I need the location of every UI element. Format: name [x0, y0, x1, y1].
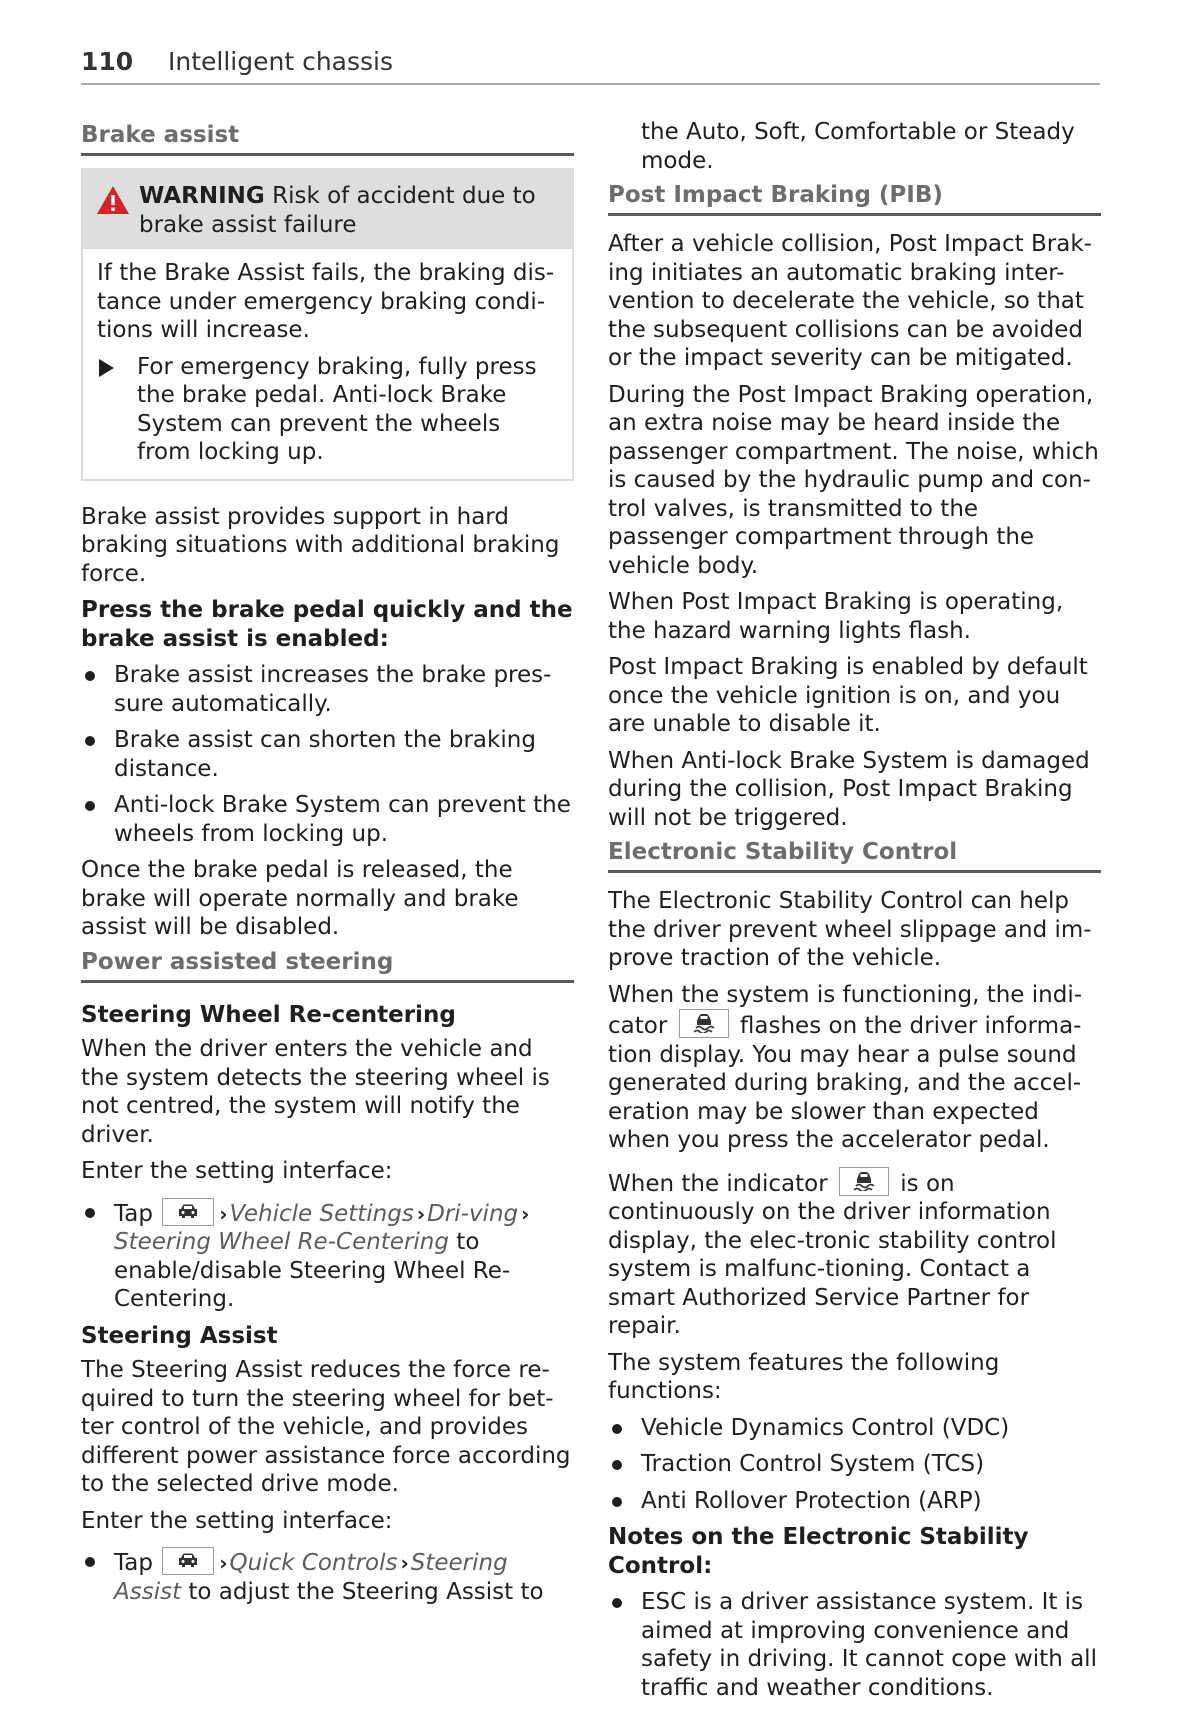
bullet-icon: [85, 1557, 95, 1567]
chevron-right-icon: ›: [219, 1201, 228, 1226]
esc-notes-list: [608, 1588, 1101, 1702]
bullet-icon: [85, 736, 95, 746]
bullet-icon: [85, 801, 95, 811]
warning-body: [83, 249, 572, 479]
car-icon: [162, 1547, 214, 1575]
steering-assist-body: The Steering Assist reduces the force re-quired to turn the steering wheel for bet-ter control of the vehicle, and provides different power assistance force according to the selected drive mode.: [81, 1357, 571, 1497]
bullet-icon: [85, 671, 95, 681]
esc-features-list: [608, 1414, 1101, 1516]
section-title-pib: Post Impact Braking (PIB): [608, 181, 1101, 216]
left-column: [81, 121, 574, 1614]
pib-paragraph: When Post Impact Braking is operating, the hazard warning lights flash.: [608, 589, 1064, 644]
brake-assist-list: [81, 661, 574, 848]
esc-malfunction: When the indicator is on continuously on the driver information display, the elec-tronic stability control system is malfunc-tioning. Contact a smart Authorized Service Partner for repair.: [608, 1167, 1101, 1341]
list-item: Tap ›Quick Controls ›Steering Assist to adjust the Steering Assist to: [81, 1547, 574, 1606]
chevron-right-icon: ›: [400, 1551, 409, 1575]
chevron-right-icon: ›: [219, 1551, 228, 1575]
warning-triangle-icon: [95, 184, 131, 216]
right-column: [608, 118, 1101, 1710]
list-item: ESC is a driver assistance system. It is aimed at improving convenience and safety in driving. It cannot cope with all traffic and weather conditions.: [608, 1588, 1101, 1702]
continuation-text: the Auto, Soft, Comfortable or Steady mode.: [641, 119, 1075, 174]
car-icon: [162, 1198, 214, 1226]
warning-header: [83, 170, 572, 249]
steering-assist-steps: [81, 1547, 574, 1606]
recentering-steps: [81, 1198, 574, 1314]
bullet-icon: [612, 1598, 622, 1608]
chapter-title: Intelligent chassis: [168, 47, 394, 76]
esc-notes-title: Notes on the Electronic Stability Control:: [608, 1524, 1029, 1579]
list-item: Anti-lock Brake System can prevent the wheels from locking up.: [81, 791, 574, 848]
esc-features-intro: The system features the following functions:: [608, 1349, 1000, 1404]
list-item: Anti Rollover Protection (ARP): [608, 1487, 1101, 1516]
esc-functioning: When the system is functioning, the indi-cator flashes on the driver informa-tion display. You may hear a pulse sound generated during braking, and the accel-eration may be slower than expected when you press the accelerator pedal.: [608, 981, 1083, 1153]
pib-paragraph: When Anti-lock Brake System is damaged during the collision, Post Impact Braking will not be triggered.: [608, 747, 1090, 831]
steering-assist-title: Steering Assist: [81, 1322, 278, 1349]
warning-title: Risk of accident due to brake assist failure: [139, 183, 536, 238]
warning-action: [97, 353, 558, 467]
esc-indicator-icon: [839, 1167, 889, 1196]
chevron-right-icon: ›: [521, 1201, 530, 1226]
pib-paragraph: During the Post Impact Braking operation, an extra noise may be heard inside the passenger compartment. The noise, which is caused by the hydraulic pump and con-trol valves, is transmitted to the passenger compartment through the vehicle body.: [608, 381, 1099, 579]
recentering-title: Steering Wheel Re-centering: [81, 1001, 456, 1028]
pib-paragraph: After a vehicle collision, Post Impact Brak-ing initiates an automatic braking inter-vention to decelerate the vehicle, so that the subsequent collisions can be avoided or the impact severity can be mitigated.: [608, 231, 1092, 371]
chevron-right-icon: ›: [416, 1201, 426, 1226]
warning-text: If the Brake Assist fails, the braking dis-tance under emergency braking condi-tions will increase.: [97, 260, 555, 343]
bullet-icon: [612, 1497, 622, 1507]
list-item: Brake assist increases the brake pres-sure automatically.: [81, 661, 574, 718]
list-item: Traction Control System (TCS): [608, 1450, 1101, 1479]
brake-assist-closing: Once the brake pedal is released, the brake will operate normally and brake assist will be disabled.: [81, 857, 519, 940]
brake-assist-intro: Brake assist provides support in hard braking situations with additional braking force.: [81, 503, 560, 587]
bullet-icon: [85, 1208, 95, 1218]
bullet-icon: [612, 1460, 622, 1470]
list-item: Vehicle Dynamics Control (VDC): [608, 1414, 1101, 1443]
esc-indicator-icon: [679, 1009, 729, 1038]
list-item: Tap ›Vehicle Settings ›Dri-ving ›Steering Wheel Re-Centering to enable/disable Steering Wheel Re-Centering.: [81, 1198, 574, 1314]
bullet-icon: [612, 1424, 622, 1434]
warning-label: WARNING: [139, 183, 265, 209]
recentering-body: When the driver enters the vehicle and the system detects the steering wheel is not centred, the system will notify the driver.: [81, 1036, 550, 1148]
page-header: [81, 45, 1100, 85]
page-number: 110: [81, 47, 134, 76]
recentering-enter: Enter the setting interface:: [81, 1158, 393, 1184]
section-title-brake-assist: Brake assist: [81, 121, 574, 156]
section-title-power-steering: Power assisted steering: [81, 948, 574, 983]
esc-intro: The Electronic Stability Control can help the driver prevent wheel slippage and im-prove traction of the vehicle.: [608, 888, 1092, 971]
steering-assist-enter: Enter the setting interface:: [81, 1507, 393, 1534]
warning-action-text: For emergency braking, fully press the brake pedal. Anti-lock Brake System can prevent the wheels from locking up.: [137, 353, 537, 465]
brake-assist-bold-intro: Press the brake pedal quickly and the brake assist is enabled:: [81, 597, 573, 652]
list-item: Brake assist can shorten the braking distance.: [81, 726, 574, 783]
pib-paragraph: Post Impact Braking is enabled by default once the vehicle ignition is on, and you are unable to disable it.: [608, 654, 1088, 737]
warning-box: [81, 168, 574, 481]
arrow-right-icon: [99, 359, 114, 377]
section-title-esc: Electronic Stability Control: [608, 838, 1101, 873]
